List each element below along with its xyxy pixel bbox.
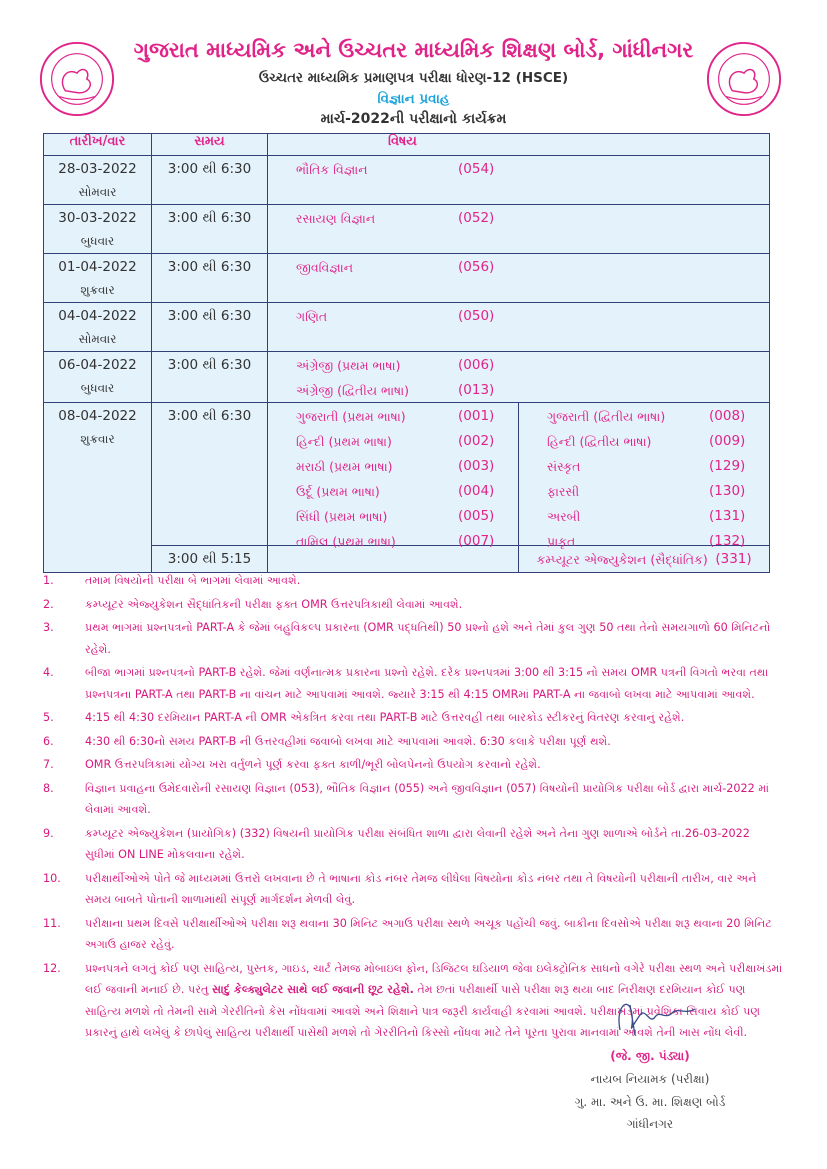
subject-name: ઉર્દૂ (પ્રથમ ભાષા) [296,484,380,499]
subject-line [268,428,518,453]
time-cell: 3:00 થી 6:30 [152,254,268,303]
time-cell: 3:00 થી 6:30 [152,156,268,205]
table-row [44,156,770,205]
instruction-text: પ્રશ્નપત્રને લગતું કોઈ પણ સાહિત્ય, પુસ્તક, ગાઇડ, ચાર્ટ તેમજ મોબાઇલ ફોન, ડિજિટલ ઘડિયાળ જેવા ઇલેક્ટ્રોનિક સાધનો વગેરે પરીક્ષા સ્થળ અને પરીક્ષાખંડમાં લઈ જવાની મનાઈ છે. પરંતુ [85,961,783,996]
subject-name: અંગ્રેજી (દ્વિતીય ભાષા) [296,383,410,398]
subject-name: ગુજરાતી (પ્રથમ ભાષા) [296,409,406,424]
instruction-item [43,617,783,660]
weekday: શુક્રવાર [80,283,115,297]
date-cell [44,254,152,303]
schedule-title: માર્ચ-2022ની પરીક્ષાનો કાર્યક્રમ [320,111,507,127]
subject-name: રસાયણ વિજ્ઞાન [296,211,376,226]
subject-code: (003) [458,458,495,474]
subject-name: પ્રાકૃત [547,534,576,549]
table-row [44,205,770,254]
subject-name: ફારસી [547,484,580,499]
signatory-office: ગુ. મા. અને ઉ. મા. શિક્ષણ બોર્ડ [574,1095,726,1109]
exam-subtitle: ઉચ્ચતર માધ્યમિક પ્રમાણપત્ર પરીક્ષા ધોરણ-12 (HSCE) [258,70,569,86]
instruction-text: બીજા ભાગમાં પ્રશ્નપત્રનો PART-B રહેશે. જેમાં વર્ણનાત્મક પ્રકારના પ્રશ્નો રહેશે. દરેક પ્રશ્નપત્રમાં 3:00 થી 3:15 નો સમય OMR પત્રની વિગતો ભરવા તથા પ્રશ્નપત્રના PART-A તથા PART-B ના વાંચન માટે આપવામાં આવશે. જ્યારે 3:15 થી 4:15 OMRમાં PART-A ના જવાબો લખવા માટે આપવામાં આવશે. [85,666,769,701]
date-cell [44,303,152,352]
subject-name: તામિલ (પ્રથમ ભાષા) [296,534,396,549]
subject-code: (001) [458,408,495,424]
subject-code: (331) [715,551,752,567]
subject-line [268,453,518,478]
instruction-text: કમ્પ્યૂટર એજ્યુકેશન સૈદ્ધાંતિકની પરીક્ષા ફક્ત OMR ઉત્તરપત્રિકાથી લેવામાં આવશે. [85,597,463,611]
board-title: ગુજરાત માધ્યમિક અને ઉચ્ચતર માધ્યમિક શિક્ષણ બોર્ડ, ગાંધીનગર [133,38,694,62]
instruction-item [43,754,783,776]
subject-code: (006) [458,357,495,373]
subject-cell [268,156,770,205]
weekday: સોમવાર [78,332,117,346]
subject-name: કમ્પ્યૂટર એજ્યુકેશન (સૈદ્ધાંતિક) [536,552,708,567]
subject-code: (052) [458,210,495,226]
date: 30-03-2022 [58,210,137,226]
weekday: બુધવાર [80,381,115,395]
subject-name: હિન્દી (પ્રથમ ભાષા) [296,434,392,449]
subject-line [519,428,769,453]
instruction-number: 3. [43,621,54,634]
instruction-number: 2. [43,597,54,611]
subject-cell [268,352,770,403]
instruction-item [43,823,783,866]
table-header-row [44,134,770,156]
column-header-date: તારીખ/વાર [44,134,152,156]
subject-code: (013) [458,382,495,398]
instruction-text: પરીક્ષાના પ્રથમ દિવસે પરીક્ષાર્થીઓએ પરીક્ષા શરૂ થવાના 30 મિનિટ અગાઉ પરીક્ષા સ્થળે અચૂક પહોંચી જવું. બાકીના દિવસોએ પરીક્ષા શરૂ થવાના 20 મિનિટ અગાઉ હાજર રહેવું. [85,916,772,951]
subject-code: (130) [709,483,746,499]
table-row [44,254,770,303]
subject-code: (132) [709,533,746,549]
instruction-text: કમ્પ્યૂટર એજ્યુકેશન (પ્રાયોગિક) (332) વિષયની પ્રાયોગિક પરીક્ષા સંબંધિત શાળા દ્વારા લેવાની રહેશે અને તેના ગુણ શાળાએ બોર્ડને તા.26-03-2022 સુધીમાં ON LINE મોકલવાના રહેશે. [85,826,750,861]
subject-code: (005) [458,508,495,524]
date: 28-03-2022 [58,161,137,177]
instruction-item [43,594,783,616]
signatory-city: ગાંધીનગર [626,1117,674,1131]
subject-code: (009) [709,433,746,449]
subject-cell [268,254,770,303]
instruction-text: 4:30 થી 6:30નો સમય PART-B ની ઉત્તરવહીમાં જવાબો લખવા માટે આપવામાં આવશે. 6:30 કલાકે પરીક્ષા પૂર્ણ થશે. [85,734,611,748]
exam-schedule-table [43,133,770,573]
time-cell: 3:00 થી 6:30 [152,352,268,403]
instruction-text: તમામ વિષયોની પરીક્ષા બે ભાગમાં લેવામાં આવશે. [85,574,301,587]
instruction-number: 12. [43,961,61,975]
subject-line [268,403,518,428]
subject-cell [268,546,770,573]
instruction-number: 4. [43,666,54,679]
instruction-number: 1. [43,574,54,587]
instruction-item [43,707,783,729]
subject-name: સંસ્કૃત [547,459,581,474]
column-header-time: સમય [152,134,268,156]
instruction-number: 9. [43,826,54,840]
subject-name: હિન્દી (દ્વિતીય ભાષા) [547,434,652,449]
instruction-number: 7. [43,758,54,771]
subject-name: અરબી [547,509,581,524]
subject-name: અંગ્રેજી (પ્રથમ ભાષા) [296,358,401,373]
date: 04-04-2022 [58,308,137,324]
weekday: બુધવાર [80,234,115,248]
date: 01-04-2022 [58,259,137,275]
instruction-text: વિજ્ઞાન પ્રવાહના ઉમેદવારોની રસાયણ વિજ્ઞાન (053), ભૌતિક વિજ્ઞાન (055) અને જીવવિજ્ઞાન (057) વિષયોની પ્રાયોગિક પરીક્ષા બોર્ડ દ્વારા માર્ચ-2022 માં લેવામાં આવશે. [85,781,769,816]
instruction-number: 5. [43,711,54,724]
subject-cell [268,205,770,254]
subject-line [519,453,769,478]
table-row [44,403,770,546]
instruction-item [43,731,783,753]
column-header-subject: વિષય [268,134,770,156]
subject-code: (050) [458,308,495,324]
instruction-number: 10. [43,871,61,885]
instruction-text: પરીક્ષાર્થીઓએ પોતે જે માધ્યમમાં ઉત્તરો લખવાના છે તે ભાષાના કોડ નંબર તેમજ લીધેલા વિષયોના કોડ નંબર તથા તે વિષયોની પરીક્ષાની તારીખ, વાર અને સમય બાબતે પોતાની શાળામાંથી સંપૂર્ણ માર્ગદર્શન મેળવી લેવું. [85,871,757,906]
instruction-bold-text: સાદું કેલ્ક્યુલેટર સાથે લઈ જવાની છૂટ રહેશે. [211,983,414,996]
instruction-text: પ્રથમ ભાગમાં પ્રશ્નપત્રનો PART-A કે જેમાં બહુવિકલ્પ પ્રકારના (OMR પદ્ધતિથી) 50 પ્રશ્નો હશે અને તેમાં કુલ ગુણ 50 તથા તેનો સમયગાળો 60 મિનિટનો રહેશે. [85,621,771,656]
subject-code: (131) [709,508,746,524]
instruction-item [43,570,783,592]
time-cell: 3:00 થી 6:30 [152,403,268,546]
subject-name: જીવવિજ્ઞાન [296,260,354,275]
stream-label: વિજ્ઞાન પ્રવાહ [377,91,450,107]
signature [560,985,740,1045]
signatory-name: (જે. જી. પંડ્યા) [610,1049,690,1063]
instruction-number: 6. [43,734,54,748]
subject-code: (004) [458,483,495,499]
instruction-item [43,913,783,956]
time-cell: 3:00 થી 6:30 [152,303,268,352]
subject-name: ગુજરાતી (દ્વિતીય ભાષા) [547,409,666,424]
subject-name: ગણિત [296,309,328,324]
instruction-item [43,662,783,705]
subject-code: (129) [709,458,746,474]
date-cell [44,205,152,254]
instruction-item [43,778,783,821]
subject-name: મરાઠી (પ્રથમ ભાષા) [296,459,393,474]
subject-name: સિંધી (પ્રથમ ભાષા) [296,509,388,524]
subject-code: (054) [458,161,495,177]
date-cell [44,403,152,573]
instruction-number: 8. [43,781,54,795]
time-cell: 3:00 થી 6:30 [152,205,268,254]
table-row [44,303,770,352]
date-cell [44,156,152,205]
subject-line [519,478,769,503]
subject-code: (056) [458,259,495,275]
date: 06-04-2022 [58,357,137,373]
instruction-text: તેમ છતાં પરીક્ષાર્થી પાસે પરીક્ષા શરૂ થયા બાદ નિરીક્ષણ દરમિયાન કોઈ પણ સાહિત્ય મળશે તો તેમની સામે ગેરરીતિનો કેસ નોંધવામાં આવશે અને શિક્ષાને પાત્ર જરૂરી કાર્યવાહી કરવામાં આવશે. પરીક્ષાખંડમાં પ્રવેશિકા સિવાય કોઈ પણ પ્રકારનું હાથે લખેલું કે છાપેલું સાહિત્ય પરીક્ષાર્થી પાસેથી મળશે તો ગેરરીતિનો કિસ્સો નોંધવા માટે તેને પૂરતા પુરાવા માનવામાં આવશે તેની ખાસ નોંધ લેવી. [85,983,761,1039]
weekday: શુક્રવાર [80,432,115,446]
subject-line [268,503,518,528]
subject-name: ભૌતિક વિજ્ઞાન [296,162,368,177]
subject-line [519,503,769,528]
instruction-number: 11. [43,916,61,930]
table-row [44,546,770,573]
subject-code: (002) [458,433,495,449]
instruction-text: OMR ઉત્તરપત્રિકામાં યોગ્ય ખરા વર્તુળને પૂર્ણ કરવા ફક્ત કાળી/ભૂરી બોલપેનનો ઉપયોગ કરવાનો રહેશે. [85,758,541,771]
first-language-list [268,403,518,549]
subject-code: (007) [458,533,495,549]
subject-line [268,478,518,503]
instructions-list [43,570,783,1046]
time-cell: 3:00 થી 5:15 [152,546,268,573]
subject-cell [268,303,770,352]
instruction-text: 4:15 થી 4:30 દરમિયાન PART-A ની OMR એકત્રિત કરવા તથા PART-B માટે ઉત્તરવહી તથા બારકોડ સ્ટીકરનું વિતરણ કરવાનું રહેશે. [85,711,685,724]
subject-code: (008) [709,408,746,424]
date-cell [44,352,152,403]
weekday: સોમવાર [78,185,117,199]
instruction-item [43,868,783,911]
signatory-designation: નાયબ નિયામક (પરીક્ષા) [590,1072,710,1086]
table-row [44,352,770,403]
subject-line [519,403,769,428]
second-language-list [518,403,769,549]
date: 08-04-2022 [58,408,137,424]
subject-cell [268,403,770,549]
